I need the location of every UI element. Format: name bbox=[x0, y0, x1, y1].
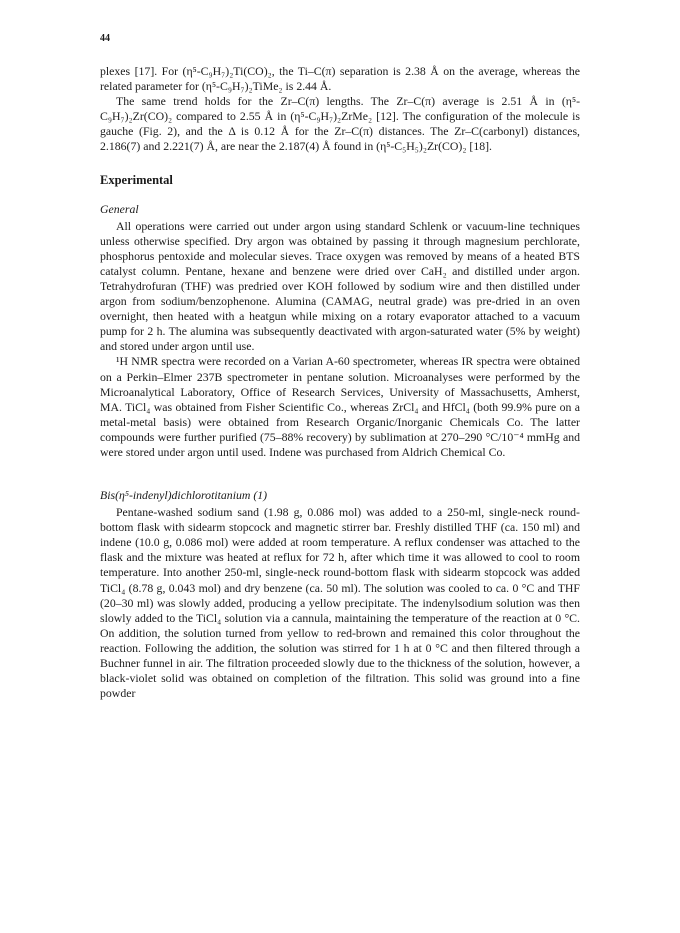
page-number: 44 bbox=[100, 33, 110, 44]
general-paragraph-2: ¹H NMR spectra were recorded on a Varian A-60 spectrometer, whereas IR spectra were obtained on a Perkin–Elmer 237B spectrometer in pentane solution. Microanalyses were performed by the Microanalytical Laboratory, Office of Research Services, University of Massachusetts, Amherst, MA. TiCl₄ was obtained from Fisher Scientific Co., whereas ZrCl₄ and HfCl₄ (both 99.9% pure on a metal-metal basis) were obtained from Research Organic/Inorganic Chemicals Co. The latter compounds were further purified (75–88% recovery) by sublimation at 270–290 °C/10⁻⁴ mmHg and were stored under argon until used. Indene was purchased from Aldrich Chemical Co. bbox=[100, 354, 580, 459]
experimental-heading: Experimental bbox=[100, 172, 173, 187]
general-paragraph-1: All operations were carried out under argon using standard Schlenk or vacuum-line techniques unless otherwise specified. Dry argon was obtained by passing it through magnesium perchlorate, phosphorus pentoxide and molecular sieves. Trace oxygen was removed by means of a heated BTS catalyst column. Pentane, hexane and benzene were dried over CaH₂ and distilled under argon. Tetrahydrofuran (THF) was predried over KOH followed by sodium wire and then distilled under argon from sodium/benzophenone. Alumina (CAMAG, neutral grade) was pre-dried in an oven overnight, then heated with a heatgun while mixing on a rotary evaporator attached to a vacuum pump for 2 h. The alumina was subsequently deactivated with argon-saturated water (5% by weight) and stored under argon until use. bbox=[100, 218, 580, 354]
compound-paragraph: Pentane-washed sodium sand (1.98 g, 0.086 mol) was added to a 250-ml, single-neck round-bottom flask with sidearm stopcock and magnetic stirrer bar. Freshly distilled THF (ca. 150 ml) and indene (10.0 g, 0.086 mol) were added at room temperature. A reflux condenser was attached to the flask and the mixture was heated at reflux for 72 h, after which time it was allowed to cool to room temperature. Into another 250-ml, single-neck round-bottom flask with sidearm stopcock was added TiCl₄ (8.78 g, 0.043 mol) and dry benzene (ca. 50 ml). The solution was cooled to ca. 0 °C and THF (20–30 ml) was slowly added, producing a yellow precipitate. The indenylsodium solution was then slowly added to the TiCl₄ solution via a cannula, maintaining the temperature of the reaction at 0 °C. On addition, the solution turned from yellow to red-brown and remained this color throughout the reaction. Following the addition, the solution was stirred for 1 h at 0 °C and then filtered through a Buchner funnel in air. The filtration proceeded slowly due to the thickness of the solution, however, a black-violet solid was obtained on completion of the filtration. This solid was ground into a fine powder bbox=[100, 505, 580, 701]
intro-paragraph-2: The same trend holds for the Zr–C(π) lengths. The Zr–C(π) average is 2.51 Å in (η⁵-C₉H₇)₂Zr(CO)₂ compared to 2.55 Å in (η⁵-C₉H₇)₂ZrMe₂ [12]. The configuration of the molecule is gauche (Fig. 2), and the Δ is 0.12 Å for the Zr–C(π) distances. The Zr–C(carbonyl) distances, 2.186(7) and 2.221(7) Å, are near the 2.187(4) Å found in (η⁵-C₅H₅)₂Zr(CO)₂ [18]. bbox=[100, 94, 580, 154]
text-column bbox=[100, 64, 580, 701]
intro-paragraph-1: plexes [17]. For (η⁵-C₉H₇)₂Ti(CO)₂, the Ti–C(π) separation is 2.38 Å on the average, whereas the related parameter for (η⁵-C₉H₇)₂TiMe₂ is 2.44 Å. bbox=[100, 64, 580, 94]
general-subheading: General bbox=[100, 201, 139, 216]
compound-subheading: Bis(η⁵-indenyl)dichlorotitanium (1) bbox=[100, 488, 268, 503]
